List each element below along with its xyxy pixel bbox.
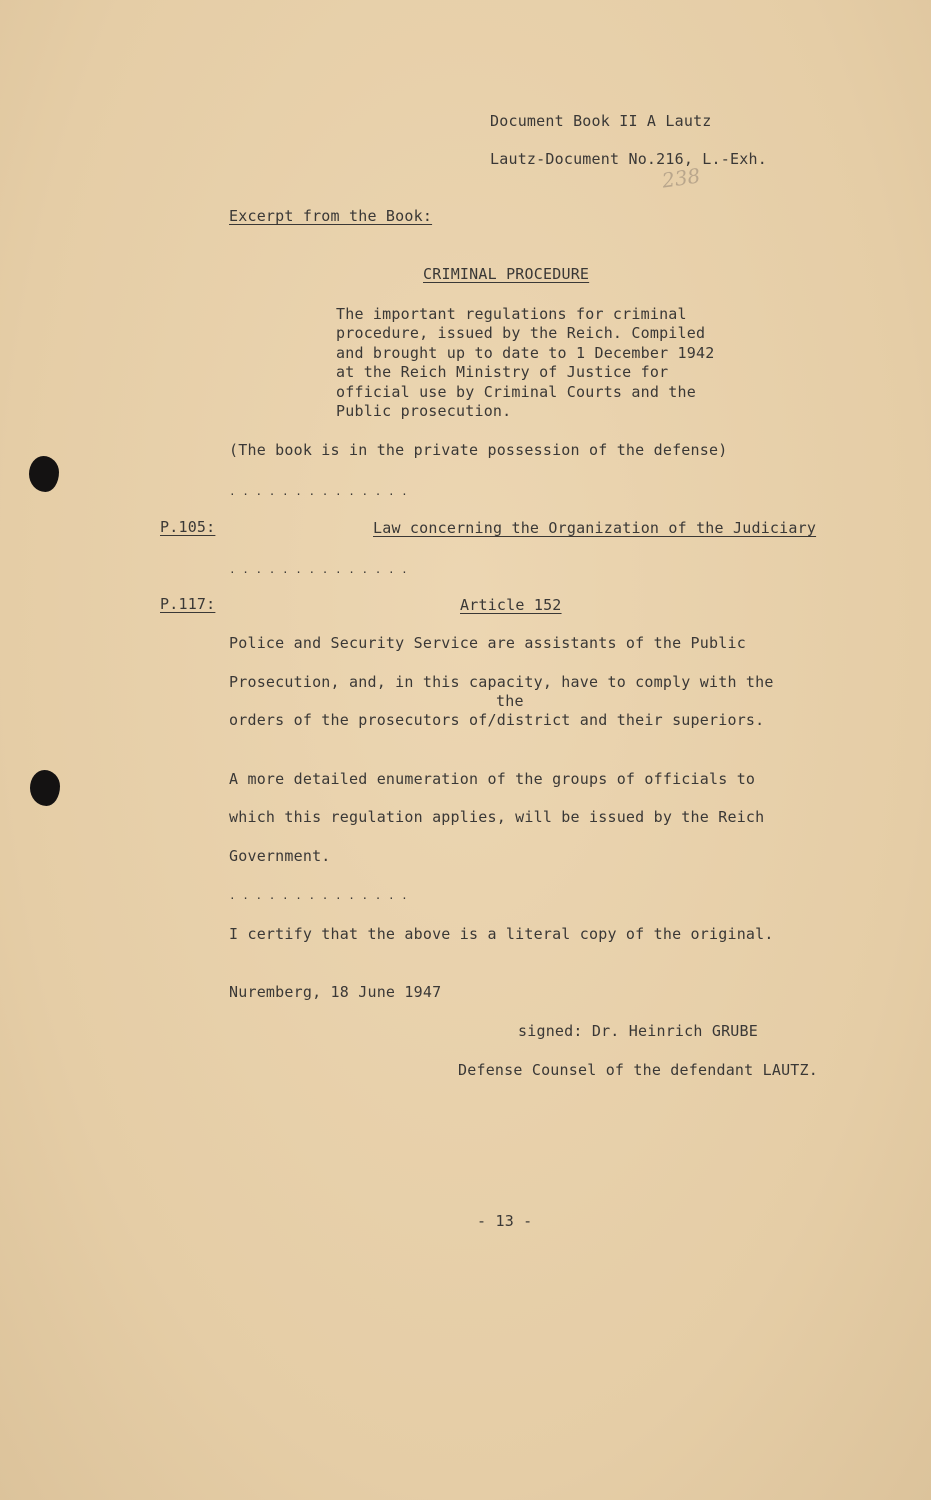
place-date: Nuremberg, 18 June 1947 [229, 983, 442, 1001]
excerpt-heading: Excerpt from the Book: [229, 207, 433, 225]
handwritten-insertion: the [496, 692, 524, 710]
book-title: CRIMINAL PROCEDURE [423, 265, 590, 283]
article-text-line: A more detailed enumeration of the groups of officials to [229, 770, 756, 788]
header-line-1: Document Book II A Lautz [490, 112, 712, 130]
p117-reference: P.117: [160, 595, 216, 613]
possession-note: (The book is in the private possession of the defense) [229, 441, 728, 459]
signature-line: signed: Dr. Heinrich GRUBE [518, 1022, 758, 1040]
punch-hole-top [29, 456, 59, 492]
p105-law-title: Law concerning the Organization of the Judiciary [373, 519, 817, 537]
article-heading: Article 152 [460, 596, 562, 614]
ellipsis-separator: . . . . . . . . . . . . . . [229, 485, 408, 498]
book-description-line: The important regulations for criminal [336, 305, 687, 323]
page-number: - 13 - [477, 1212, 533, 1230]
article-text-line: Police and Security Service are assistants of the Public [229, 634, 746, 652]
header-line-2: Lautz-Document No.216, L.-Exh. [490, 150, 767, 168]
handwritten-exhibit-number: 238 [660, 163, 702, 193]
book-description-line: Public prosecution. [336, 402, 512, 420]
p105-reference: P.105: [160, 518, 216, 536]
book-description-line: and brought up to date to 1 December 1942 [336, 344, 715, 362]
signature-title: Defense Counsel of the defendant LAUTZ. [458, 1061, 818, 1079]
book-description-line: official use by Criminal Courts and the [336, 383, 696, 401]
certification-statement: I certify that the above is a literal copy of the original. [229, 925, 774, 943]
punch-hole-bottom [30, 770, 60, 806]
ellipsis-separator: . . . . . . . . . . . . . . [229, 563, 408, 576]
article-text-line: Government. [229, 847, 331, 865]
article-text-line: orders of the prosecutors of/district and their superiors. [229, 711, 765, 729]
article-text-line: Prosecution, and, in this capacity, have to comply with the [229, 673, 774, 691]
ellipsis-separator: . . . . . . . . . . . . . . [229, 889, 408, 902]
article-text-line: which this regulation applies, will be issued by the Reich [229, 808, 765, 826]
book-description-line: at the Reich Ministry of Justice for [336, 363, 669, 381]
book-description-line: procedure, issued by the Reich. Compiled [336, 324, 706, 342]
